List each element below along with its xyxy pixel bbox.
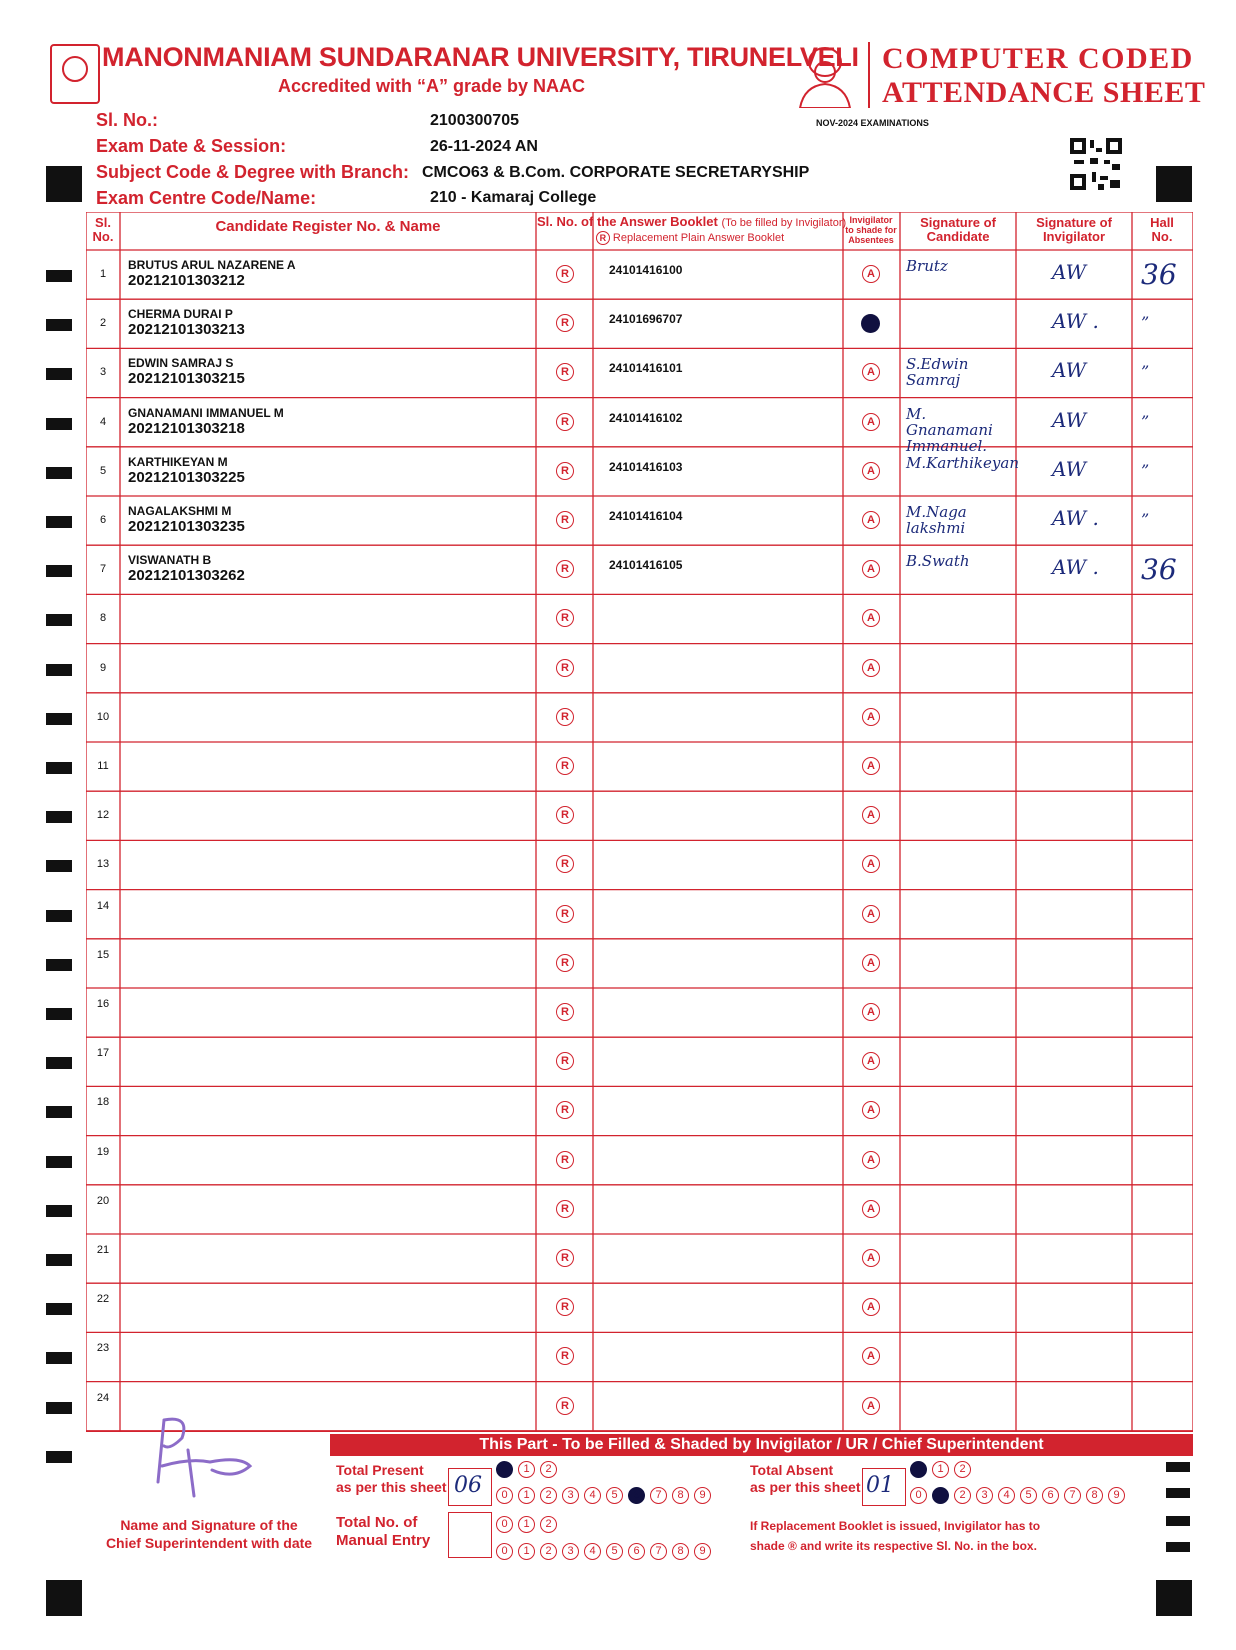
digit-bubble-9[interactable]: 9 xyxy=(694,1487,711,1504)
timing-mark xyxy=(1166,1462,1190,1472)
total-absent-label: Total Absent as per this sheet xyxy=(750,1462,861,1495)
table-row xyxy=(86,496,1193,545)
digit-bubble-7[interactable]: 7 xyxy=(1064,1487,1081,1504)
table-row xyxy=(86,742,1193,791)
row-number: 4 xyxy=(99,415,107,428)
digit-bubble-3[interactable]: 3 xyxy=(562,1543,579,1560)
booklet-number: 24101416102 xyxy=(609,410,683,425)
digit-bubble-4[interactable]: 4 xyxy=(998,1487,1015,1504)
row-number: 16 xyxy=(96,998,110,1010)
replacement-note: If Replacement Booklet is issued, Invigilator has to shade ® and write its respective Sl. No. in the box. xyxy=(750,1519,1041,1553)
absent-bubble[interactable]: A xyxy=(862,609,880,627)
candidate-signature: B.Swath xyxy=(906,552,970,571)
absent-bubble[interactable]: A xyxy=(862,413,880,431)
col-header-sig-candidate: Signature of Candidate xyxy=(920,215,996,244)
candidate-signature: Brutz xyxy=(906,257,948,275)
digit-bubble-9[interactable]: 9 xyxy=(1108,1487,1125,1504)
replacement-bubble[interactable]: R xyxy=(556,609,574,627)
chief-superintendent-label: Name and Signature of the Chief Superintendent with date xyxy=(105,1517,313,1551)
timing-mark xyxy=(46,516,72,528)
register-number: 20212101303235 xyxy=(128,518,245,535)
absent-bubble[interactable]: A xyxy=(862,757,880,775)
table-row xyxy=(86,1136,1193,1185)
hall-number: 36 xyxy=(1141,258,1177,291)
timing-mark xyxy=(1166,1488,1190,1498)
table-row xyxy=(86,1283,1193,1332)
timing-mark xyxy=(46,1303,72,1315)
replacement-bubble[interactable]: R xyxy=(556,363,574,381)
digit-bubble-6[interactable]: 6 xyxy=(1042,1487,1059,1504)
row-number: 22 xyxy=(96,1293,110,1306)
digit-bubble-0[interactable]: 0 xyxy=(910,1461,927,1478)
timing-mark xyxy=(46,1057,72,1069)
digit-bubble-7[interactable]: 7 xyxy=(650,1487,667,1504)
absent-bubble[interactable]: A xyxy=(862,905,880,923)
booklet-header-note: (To be filled by Invigilator) xyxy=(721,217,847,229)
footer-band-title: This Part - To be Filled & Shaded by Invigilator / UR / Chief Superintendent xyxy=(330,1434,1193,1456)
absent-bubble[interactable]: A xyxy=(862,806,880,824)
replacement-bubble[interactable]: R xyxy=(556,806,574,824)
absent-bubble[interactable]: A xyxy=(862,1052,880,1070)
row-number: 12 xyxy=(96,809,110,822)
candidate-name: GNANAMANI IMMANUEL M xyxy=(128,405,284,420)
digit-bubble-0[interactable]: 0 xyxy=(496,1543,513,1560)
candidate-name: NAGALAKSHMI M xyxy=(128,504,232,518)
digit-bubble-2[interactable]: 2 xyxy=(540,1461,557,1478)
absent-bubble[interactable]: A xyxy=(862,1003,880,1021)
booklet-header-main: Sl. No. of the Answer Booklet xyxy=(537,214,718,229)
alignment-mark xyxy=(1156,1580,1192,1616)
replacement-bubble[interactable]: R xyxy=(556,1052,574,1070)
university-logo xyxy=(50,44,100,104)
col-header-invig-shade: Invigilator to shade for Absentees xyxy=(845,215,897,245)
invigilator-signature: AW xyxy=(1052,407,1087,432)
centre-value: 210 - Kamaraj College xyxy=(430,189,597,206)
serial-value: 2100300705 xyxy=(430,112,519,129)
table-row xyxy=(86,545,1193,594)
row-number: 24 xyxy=(96,1391,110,1404)
table-row xyxy=(86,1332,1193,1381)
replacement-bubble[interactable]: R xyxy=(556,1151,574,1169)
booklet-number: 24101416103 xyxy=(609,459,683,474)
qr-code xyxy=(1070,138,1122,190)
timing-mark xyxy=(46,959,72,971)
timing-mark xyxy=(46,1451,72,1463)
sheet-title-line1: COMPUTER CODED xyxy=(882,42,1194,75)
timing-mark xyxy=(46,1254,72,1266)
replacement-bubble[interactable]: R xyxy=(556,1101,574,1119)
booklet-number: 24101416105 xyxy=(609,558,683,573)
candidate-signature: S.Edwin Samraj xyxy=(906,355,969,390)
candidate-name: BRUTUS ARUL NAZARENE A xyxy=(128,258,296,272)
total-present-label: Total Present as per this sheet xyxy=(336,1462,447,1495)
invigilator-signature: AW xyxy=(1052,456,1087,481)
col-header-hall: Hall No. xyxy=(1150,215,1174,244)
hall-number: ” xyxy=(1141,460,1150,480)
digit-bubble-5[interactable]: 5 xyxy=(606,1487,623,1504)
manual-entry-label: Total No. of Manual Entry xyxy=(336,1514,431,1549)
hall-number: 36 xyxy=(1141,553,1177,587)
register-number: 20212101303212 xyxy=(128,272,245,289)
table-row xyxy=(86,890,1193,939)
digit-bubble-2[interactable]: 2 xyxy=(954,1461,971,1478)
candidate-signature: M.Naga lakshmi xyxy=(906,503,967,537)
digit-bubble-1[interactable]: 1 xyxy=(932,1461,949,1478)
candidate-name: KARTHIKEYAN M xyxy=(128,454,228,469)
row-number: 9 xyxy=(99,661,107,674)
timing-mark xyxy=(46,860,72,872)
replacement-bubble-icon: R xyxy=(596,231,610,245)
total-absent-value: 01 xyxy=(866,1473,894,1498)
candidate-signature: M. Gnanamani Immanuel. xyxy=(906,404,993,455)
table-row xyxy=(86,644,1193,693)
col-header-candidate: Candidate Register No. & Name xyxy=(215,218,441,235)
table-row xyxy=(86,594,1193,643)
founder-portrait xyxy=(794,42,856,108)
replacement-bubble[interactable]: R xyxy=(556,1298,574,1316)
row-number: 1 xyxy=(99,268,107,280)
row-number: 11 xyxy=(97,760,109,772)
timing-mark xyxy=(46,811,72,823)
digit-bubble-1[interactable]: 1 xyxy=(518,1543,535,1560)
total-present-value: 06 xyxy=(454,1473,482,1498)
table-row xyxy=(86,840,1193,889)
timing-mark xyxy=(1166,1542,1190,1552)
digit-bubble-1[interactable]: 1 xyxy=(518,1461,535,1478)
candidate-signature: M.Karthikeyan xyxy=(906,453,1019,472)
absent-bubble[interactable]: A xyxy=(862,1200,880,1218)
register-number: 20212101303225 xyxy=(128,468,245,486)
absent-bubble[interactable]: A xyxy=(862,954,880,972)
row-number: 21 xyxy=(96,1244,110,1256)
digit-bubble-9[interactable]: 9 xyxy=(694,1543,711,1560)
alignment-mark xyxy=(1156,166,1192,202)
date-value: 26-11-2024 AN xyxy=(430,138,538,155)
timing-mark xyxy=(46,565,72,577)
row-number: 18 xyxy=(96,1096,110,1109)
digit-bubble-5[interactable]: 5 xyxy=(1020,1487,1037,1504)
timing-mark xyxy=(46,418,72,430)
date-label: Exam Date & Session: xyxy=(96,136,287,156)
table-row xyxy=(86,299,1193,348)
replacement-bubble[interactable]: R xyxy=(556,1003,574,1021)
replacement-bubble[interactable]: R xyxy=(556,462,574,480)
replacement-bubble[interactable]: R xyxy=(556,905,574,923)
digit-bubble-2[interactable]: 2 xyxy=(540,1487,557,1504)
row-number: 2 xyxy=(99,317,107,330)
register-number: 20212101303218 xyxy=(128,419,245,437)
digit-bubble-1[interactable]: 1 xyxy=(518,1516,535,1533)
timing-mark xyxy=(46,1402,72,1414)
register-number: 20212101303215 xyxy=(128,370,245,388)
row-number: 15 xyxy=(96,948,110,961)
register-number: 20212101303262 xyxy=(128,567,245,585)
university-name: MANONMANIAM SUNDARANAR UNIVERSITY, TIRUNELVELI xyxy=(102,42,859,72)
manual-entry-tens xyxy=(496,1514,562,1533)
digit-bubble-1[interactable]: 1 xyxy=(518,1487,535,1504)
candidate-name: CHERMA DURAI P xyxy=(128,307,233,322)
candidate-name: VISWANATH B xyxy=(128,553,212,568)
invigilator-signature: AW . xyxy=(1052,309,1099,334)
replacement-bubble[interactable]: R xyxy=(556,1397,574,1415)
invigilator-signature: AW . xyxy=(1052,506,1099,530)
timing-mark xyxy=(46,319,72,331)
digit-bubble-2[interactable]: 2 xyxy=(540,1516,557,1533)
table-row xyxy=(86,693,1193,742)
table-row xyxy=(86,348,1193,397)
accreditation-text: Accredited with “A” grade by NAAC xyxy=(278,76,586,96)
invigilator-signature: AW xyxy=(1052,260,1087,284)
absent-bubble[interactable]: A xyxy=(862,1397,880,1415)
invigilator-signature: AW xyxy=(1052,358,1087,383)
col-header-booklet xyxy=(537,214,847,229)
replacement-bubble[interactable]: R xyxy=(556,855,574,873)
row-number: 23 xyxy=(96,1342,110,1355)
booklet-number: 24101416101 xyxy=(609,361,683,376)
exam-tag: NOV-2024 EXAMINATIONS xyxy=(816,118,929,128)
digit-bubble-4[interactable]: 4 xyxy=(584,1487,601,1504)
table-row xyxy=(86,988,1193,1037)
replacement-bubble[interactable]: R xyxy=(556,708,574,726)
digit-bubble-3[interactable]: 3 xyxy=(976,1487,993,1504)
digit-bubble-8[interactable]: 8 xyxy=(1086,1487,1103,1504)
manual-entry-units xyxy=(496,1541,716,1560)
absent-bubble[interactable]: A xyxy=(862,560,880,578)
col-header-sl: Sl. No. xyxy=(92,215,114,244)
digit-bubble-7[interactable]: 7 xyxy=(650,1543,667,1560)
header-divider xyxy=(868,42,870,108)
booklet-number: 24101416104 xyxy=(609,509,683,523)
subject-value: CMCO63 & B.Com. CORPORATE SECRETARYSHIP xyxy=(422,164,810,181)
total-present-units xyxy=(496,1485,716,1504)
timing-mark xyxy=(46,762,72,774)
alignment-mark xyxy=(46,1580,82,1616)
absent-bubble[interactable]: A xyxy=(862,1298,880,1316)
absent-bubble[interactable]: A xyxy=(862,708,880,726)
timing-mark xyxy=(46,467,72,479)
table-row xyxy=(86,791,1193,840)
booklet-header-subtext: Replacement Plain Answer Booklet xyxy=(612,231,785,244)
absent-bubble[interactable]: A xyxy=(862,855,880,873)
replacement-bubble[interactable]: R xyxy=(556,1347,574,1365)
row-number: 20 xyxy=(96,1194,110,1207)
replacement-bubble[interactable]: R xyxy=(556,757,574,775)
hall-number: ” xyxy=(1141,313,1150,333)
replacement-bubble[interactable]: R xyxy=(556,265,574,283)
absent-bubble-filled[interactable] xyxy=(861,314,880,333)
sheet-title-line2: ATTENDANCE SHEET xyxy=(882,76,1206,109)
timing-mark xyxy=(46,270,72,282)
timing-mark xyxy=(46,1156,72,1168)
row-number: 6 xyxy=(99,514,107,526)
digit-bubble-6[interactable]: 6 xyxy=(628,1487,645,1504)
row-number: 3 xyxy=(99,366,107,379)
hall-number: ” xyxy=(1141,411,1150,431)
register-number: 20212101303213 xyxy=(128,321,245,339)
centre-label: Exam Centre Code/Name: xyxy=(96,188,317,208)
digit-bubble-3[interactable]: 3 xyxy=(562,1487,579,1504)
total-present-tens xyxy=(496,1459,562,1478)
timing-mark xyxy=(46,1205,72,1217)
digit-bubble-8[interactable]: 8 xyxy=(672,1487,689,1504)
row-number: 10 xyxy=(96,710,110,723)
replacement-bubble[interactable]: R xyxy=(556,954,574,972)
table-row xyxy=(86,1234,1193,1283)
total-absent-units xyxy=(910,1485,1130,1504)
replacement-bubble[interactable]: R xyxy=(556,511,574,529)
serial-label: Sl. No.: xyxy=(96,110,158,130)
absent-bubble[interactable]: A xyxy=(862,1347,880,1365)
replacement-bubble[interactable]: R xyxy=(556,659,574,677)
row-number: 13 xyxy=(96,858,110,871)
table-row xyxy=(86,1086,1193,1135)
absent-bubble[interactable]: A xyxy=(862,1151,880,1169)
timing-mark xyxy=(1166,1516,1190,1526)
absent-bubble[interactable]: A xyxy=(862,1101,880,1119)
absent-bubble[interactable]: A xyxy=(862,1249,880,1267)
digit-bubble-2[interactable]: 2 xyxy=(954,1487,971,1504)
table-row xyxy=(86,447,1193,496)
row-number: 8 xyxy=(99,612,107,625)
absent-bubble[interactable]: A xyxy=(862,659,880,677)
replacement-bubble[interactable]: R xyxy=(556,413,574,431)
col-header-booklet-sub xyxy=(537,231,843,245)
replacement-bubble[interactable]: R xyxy=(556,1249,574,1267)
absent-bubble[interactable]: A xyxy=(862,363,880,381)
digit-bubble-0[interactable]: 0 xyxy=(496,1487,513,1504)
table-row xyxy=(86,250,1193,299)
table-row xyxy=(86,939,1193,988)
absent-bubble[interactable]: A xyxy=(862,265,880,283)
total-absent-tens xyxy=(910,1459,976,1478)
timing-mark xyxy=(46,368,72,380)
invigilator-signature: AW . xyxy=(1052,555,1099,580)
digit-bubble-0[interactable]: 0 xyxy=(910,1487,927,1504)
timing-mark xyxy=(46,713,72,725)
timing-mark xyxy=(46,1352,72,1364)
replacement-bubble[interactable]: R xyxy=(556,1200,574,1218)
table-row xyxy=(86,398,1193,455)
digit-bubble-5[interactable]: 5 xyxy=(606,1543,623,1560)
timing-mark xyxy=(46,1008,72,1020)
timing-mark xyxy=(46,614,72,626)
timing-mark xyxy=(46,910,72,922)
digit-bubble-4[interactable]: 4 xyxy=(584,1543,601,1560)
table-row xyxy=(86,1185,1193,1234)
subject-label: Subject Code & Degree with Branch: xyxy=(96,162,410,182)
candidate-name: EDWIN SAMRAJ S xyxy=(128,356,234,371)
replacement-bubble[interactable]: R xyxy=(556,560,574,578)
timing-mark xyxy=(46,664,72,676)
manual-entry-box[interactable] xyxy=(448,1512,492,1558)
row-number: 19 xyxy=(96,1145,110,1158)
alignment-mark xyxy=(46,166,82,202)
absent-bubble[interactable]: A xyxy=(862,462,880,480)
hall-number: ” xyxy=(1141,362,1150,382)
booklet-number: 24101696707 xyxy=(609,312,683,327)
replacement-bubble[interactable]: R xyxy=(556,314,574,332)
hall-number: ” xyxy=(1141,510,1150,529)
table-row xyxy=(86,1037,1193,1086)
digit-bubble-2[interactable]: 2 xyxy=(540,1543,557,1560)
digit-bubble-6[interactable]: 6 xyxy=(628,1543,645,1560)
chief-superintendent-signature xyxy=(150,1410,260,1505)
digit-bubble-0[interactable]: 0 xyxy=(496,1461,513,1478)
row-number: 7 xyxy=(99,563,107,576)
timing-mark xyxy=(46,1106,72,1118)
row-number: 14 xyxy=(96,899,110,912)
row-number: 5 xyxy=(99,464,107,477)
absent-bubble[interactable]: A xyxy=(862,511,880,529)
digit-bubble-0[interactable]: 0 xyxy=(496,1516,513,1533)
row-number: 17 xyxy=(96,1047,110,1060)
col-header-sig-invigilator: Signature of Invigilator xyxy=(1036,215,1112,244)
digit-bubble-8[interactable]: 8 xyxy=(672,1543,689,1560)
digit-bubble-1[interactable]: 1 xyxy=(932,1487,949,1504)
booklet-number: 24101416100 xyxy=(609,263,683,277)
